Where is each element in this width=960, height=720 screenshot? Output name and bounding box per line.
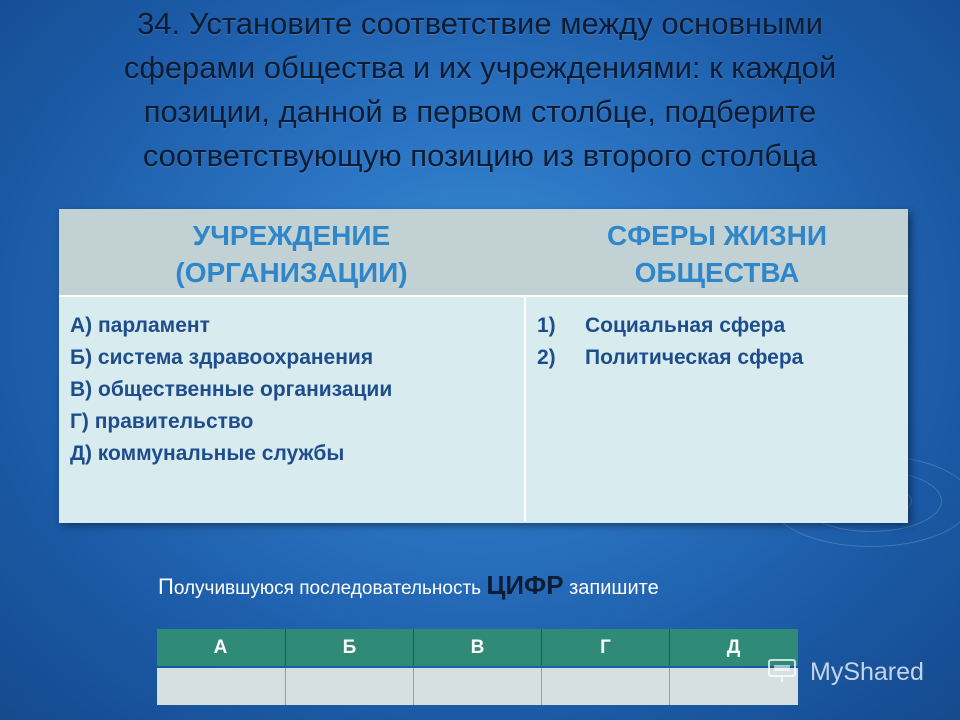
header-text: СФЕРЫ ЖИЗНИ [607,220,827,251]
column-divider [524,295,526,521]
header-spheres [526,217,908,293]
list-item: Д) коммунальные службы [70,442,345,465]
answer-cell[interactable] [157,668,284,705]
question-title [30,2,930,178]
header-text: (ОРГАНИЗАЦИИ) [175,257,408,288]
list-item: Г) правительство [70,410,254,433]
matching-table-body [59,295,908,523]
answer-cell[interactable] [285,668,413,705]
answer-header-cell: В [413,629,541,666]
spheres-list [537,310,803,374]
answer-header-cell: Г [541,629,669,666]
answer-row [157,668,798,705]
instruction-tail: запишите [563,577,659,599]
answer-cell[interactable] [413,668,541,705]
answer-table [157,629,798,705]
instruction-cap: П [158,574,174,599]
list-item-number: 1) [537,314,556,337]
list-item: А) парламент [70,314,210,337]
list-item: В) общественные организации [70,378,393,401]
header-text: ОБЩЕСТВА [634,257,800,288]
instruction-highlight: ЦИФР [486,570,564,600]
answer-table-header [157,629,798,666]
instruction-text [158,570,659,601]
instruction-rest: олучившуюся последовательность [173,578,487,599]
answer-cell[interactable] [541,668,669,705]
header-text: УЧРЕЖДЕНИЕ [192,220,391,251]
title-line: соответствующую позицию из второго столбца [142,138,818,173]
title-line: позиции, данной в первом столбце, подберите [143,94,817,129]
answer-header-cell: Б [285,629,413,666]
answer-header-cell: Д [669,629,797,666]
header-institutions [59,217,524,293]
watermark-text: MyShared [810,658,924,686]
list-item: Б) система здравоохранения [70,346,374,369]
list-item-text: Социальная сфера [585,314,786,337]
list-item-text: Политическая сфера [585,346,804,369]
title-line: сферами общества и их учреждениями: к каждой [123,50,837,85]
title-line: 34. Установите соответствие между основными [137,6,823,41]
list-item [537,342,803,374]
list-item-number: 2) [537,346,556,369]
list-item [537,310,803,342]
answer-header-cell: А [213,637,228,658]
institutions-list [70,310,392,470]
slideshow-icon [768,659,798,683]
matching-table [59,209,908,521]
matching-table-header [59,209,908,295]
myshared-watermark [768,655,948,693]
